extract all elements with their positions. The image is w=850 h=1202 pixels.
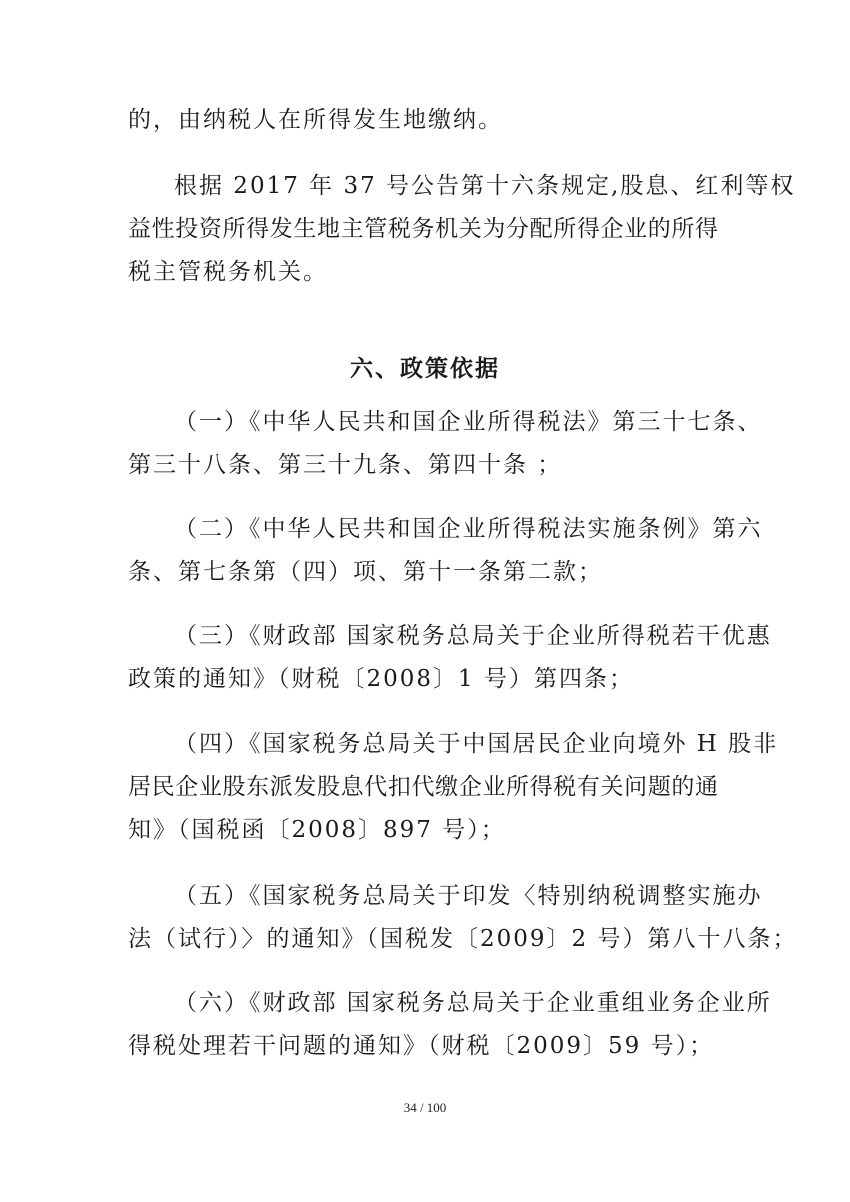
policy-item-line: 居民企业股东派发股息代扣代缴企业所得税有关问题的通 bbox=[128, 774, 718, 800]
paragraph-line: 根据 2017 年 37 号公告第十六条规定,股息、红利等权 bbox=[174, 173, 796, 199]
policy-item-line: 第三十八条、第三十九条、第四十条 ； bbox=[128, 452, 563, 478]
paragraph-line: 的，由纳税人在所得发生地缴纳。 bbox=[128, 107, 503, 133]
policy-item-line: （三）《财政部 国家税务总局关于企业所得税若干优惠 bbox=[174, 623, 772, 649]
policy-item-line: 政策的通知》（财税〔2008〕1 号）第四条； bbox=[128, 666, 634, 692]
paragraph-line: 益性投资所得发生地主管税务机关为分配所得企业的所得 bbox=[128, 216, 718, 242]
policy-item-line: （二）《中华人民共和国企业所得税法实施条例》第六 bbox=[174, 516, 763, 542]
policy-item-line: 得税处理若干问题的通知》（财税〔2009〕59 号）； bbox=[128, 1033, 715, 1059]
policy-item-line: 条、第七条第（四）项、第十一条第二款； bbox=[128, 559, 603, 585]
paragraph-line: 税主管税务机关。 bbox=[128, 259, 328, 285]
page-number: 34 / 100 bbox=[403, 1100, 447, 1115]
policy-item-line: （六）《财政部 国家税务总局关于企业重组业务企业所 bbox=[174, 990, 772, 1016]
policy-item-line: （四）《国家税务总局关于中国居民企业向境外 H 股非 bbox=[174, 731, 779, 757]
policy-item-line: 知》（国税函〔2008〕897 号）； bbox=[128, 817, 506, 843]
policy-item-line: （一）《中华人民共和国企业所得税法》第三十七条、 bbox=[174, 409, 763, 435]
section-heading: 六、政策依据 bbox=[350, 355, 500, 382]
policy-item-line: （五）《国家税务总局关于印发〈特别纳税调整实施办 bbox=[174, 883, 763, 909]
policy-item-line: 法（试行）〉的通知》（国税发〔2009〕2 号）第八十八条； bbox=[128, 926, 798, 952]
